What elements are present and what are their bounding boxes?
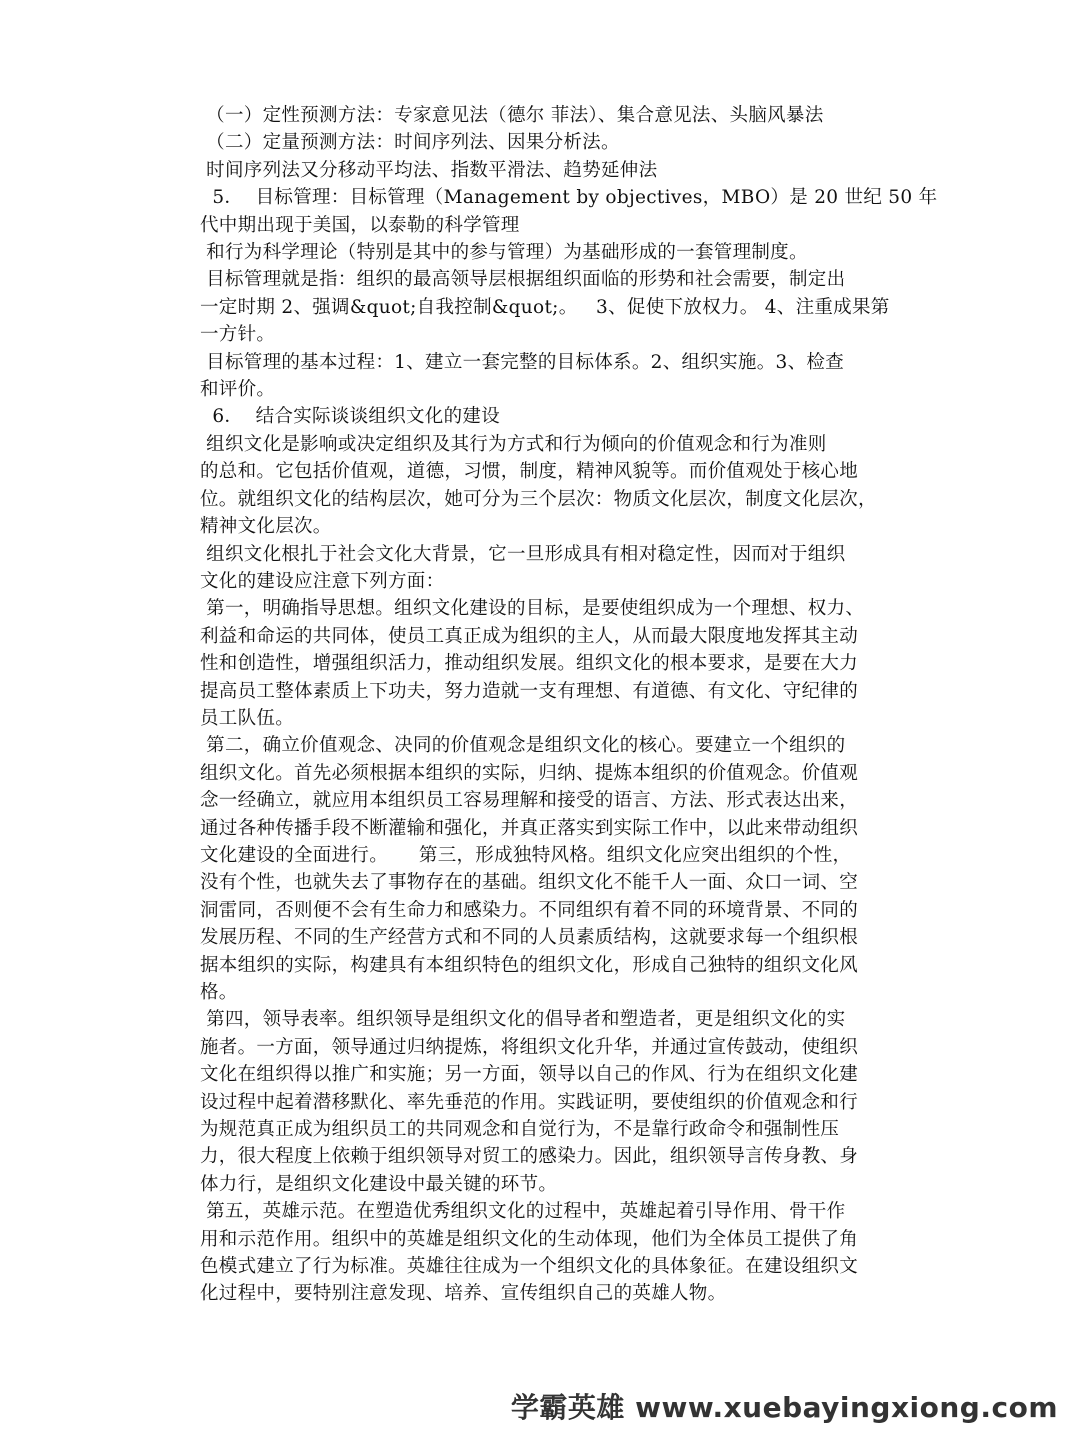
text-line: 和评价。 bbox=[200, 379, 276, 401]
text-line: 的总和。它包括价值观，道德，习惯，制度，精神风貌等。而价值观处于核心地 bbox=[200, 461, 859, 483]
text-line: 员工队伍。 bbox=[200, 707, 295, 729]
text-line: 没有个性，也就失去了事物存在的基础。组织文化不能千人一面、众口一词、空 bbox=[200, 872, 859, 894]
text-line: 第一，明确指导思想。组织文化建设的目标，是要使组织成为一个理想、权力、 bbox=[200, 598, 865, 620]
text-line: 目标管理就是指：组织的最高领导层根据组织面临的形势和社会需要，制定出 bbox=[200, 269, 846, 291]
text-line: 组织文化根扎于社会文化大背景，它一旦形成具有相对稳定性，因而对于组织 bbox=[200, 543, 846, 565]
text-line: 性和创造性，增强组织活力，推动组织发展。组织文化的根本要求，是要在大力 bbox=[200, 653, 859, 675]
text-line: 组织文化。首先必须根据本组织的实际，归纳、提炼本组织的价值观念。价值观 bbox=[200, 762, 859, 784]
text-line: 为规范真正成为组织员工的共同观念和自觉行为，不是靠行政命令和强制性压 bbox=[200, 1119, 840, 1141]
text-line: 色模式建立了行为标准。英雄往往成为一个组织文化的具体象征。在建设组织文 bbox=[200, 1256, 859, 1278]
text-line: 第二，确立价值观念、决同的价值观念是组织文化的核心。要建立一个组织的 bbox=[200, 735, 846, 757]
text-line: 据本组织的实际，构建具有本组织特色的组织文化，形成自己独特的组织文化风 bbox=[200, 954, 859, 976]
text-line: 设过程中起着潜移默化、率先垂范的作用。实践证明，要使组织的价值观念和行 bbox=[200, 1091, 859, 1113]
text-line: 通过各种传播手段不断灌输和强化，并真正落实到实际工作中，以此来带动组织 bbox=[200, 817, 859, 839]
document-body bbox=[200, 102, 938, 1308]
text-line: 目标管理的基本过程：1、建立一套完整的目标体系。2、组织实施。3、检查 bbox=[200, 351, 844, 373]
text-line: 和行为科学理论（特别是其中的参与管理）为基础形成的一套管理制度。 bbox=[200, 242, 808, 264]
text-line: 利益和命运的共同体，使员工真正成为组织的主人，从而最大限度地发挥其主动 bbox=[200, 625, 859, 647]
text-line: 发展历程、不同的生产经营方式和不同的人员素质结构，这就要求每一个组织根 bbox=[200, 927, 859, 949]
text-line: 代中期出现于美国，以泰勒的科学管理 bbox=[200, 214, 520, 236]
text-line: 施者。一方面，领导通过归纳提炼，将组织文化升华，并通过宣传鼓动，使组织 bbox=[200, 1036, 859, 1058]
text-line: （一）定性预测方法：专家意见法（德尔 菲法）、集合意见法、头脑风暴法 bbox=[200, 105, 824, 126]
text-line: 一方针。 bbox=[200, 324, 276, 346]
text-line: 精神文化层次。 bbox=[200, 516, 332, 538]
text-line: 化过程中，要特别注意发现、培养、宣传组织自己的英雄人物。 bbox=[200, 1283, 727, 1305]
text-line: 第五，英雄示范。在塑造优秀组织文化的过程中，英雄起着引导作用、骨干作 bbox=[200, 1201, 846, 1223]
text-line: 念一经确立，就应用本组织员工容易理解和接受的语言、方法、形式表达出来， bbox=[200, 790, 859, 812]
text-line: 洞雷同，否则便不会有生命力和感染力。不同组织有着不同的环境背景、不同的 bbox=[200, 899, 859, 921]
text-line: 文化的建设应注意下列方面： bbox=[200, 570, 445, 592]
text-line: 6． 结合实际谈谈组织文化的建设 bbox=[200, 406, 500, 428]
text-line: 一定时期 2、强调&quot;自我控制&quot;。 3、促使下放权力。 4、注重成果第 bbox=[200, 296, 890, 318]
text-line: 位。就组织文化的结构层次，她可分为三个层次：物质文化层次，制度文化层次， bbox=[200, 488, 877, 510]
text-line: 力，很大程度上依赖于组织领导对贸工的感染力。因此，组织领导言传身教、身 bbox=[200, 1146, 859, 1168]
site-watermark: 学霸英雄 www.xuebayingxiong.com bbox=[510, 1391, 1058, 1424]
text-line: 体力行，是组织文化建设中最关键的环节。 bbox=[200, 1173, 558, 1195]
text-line: 文化在组织得以推广和实施；另一方面，领导以自己的作风、行为在组织文化建 bbox=[200, 1064, 859, 1086]
text-line: （二）定量预测方法：时间序列法、因果分析法。 bbox=[200, 132, 620, 154]
text-line: 时间序列法又分移动平均法、指数平滑法、趋势延伸法 bbox=[200, 159, 658, 181]
text-line: 格。 bbox=[200, 982, 238, 1003]
text-line: 用和示范作用。组织中的英雄是组织文化的生动体现，他们为全体员工提供了角 bbox=[200, 1228, 859, 1250]
text-line: 第四，领导表率。组织领导是组织文化的倡导者和塑造者，更是组织文化的实 bbox=[200, 1009, 846, 1031]
text-line: 组织文化是影响或决定组织及其行为方式和行为倾向的价值观念和行为准则 bbox=[200, 433, 827, 455]
text-line: 5． 目标管理：目标管理（Management by objectives，MBO）是 20 世纪 50 年 bbox=[200, 187, 938, 209]
text-line: 提高员工整体素质上下功夫，努力造就一支有理想、有道德、有文化、守纪律的 bbox=[200, 680, 859, 702]
text-line: 文化建设的全面进行。 第三，形成独特风格。组织文化应突出组织的个性， bbox=[200, 844, 852, 866]
